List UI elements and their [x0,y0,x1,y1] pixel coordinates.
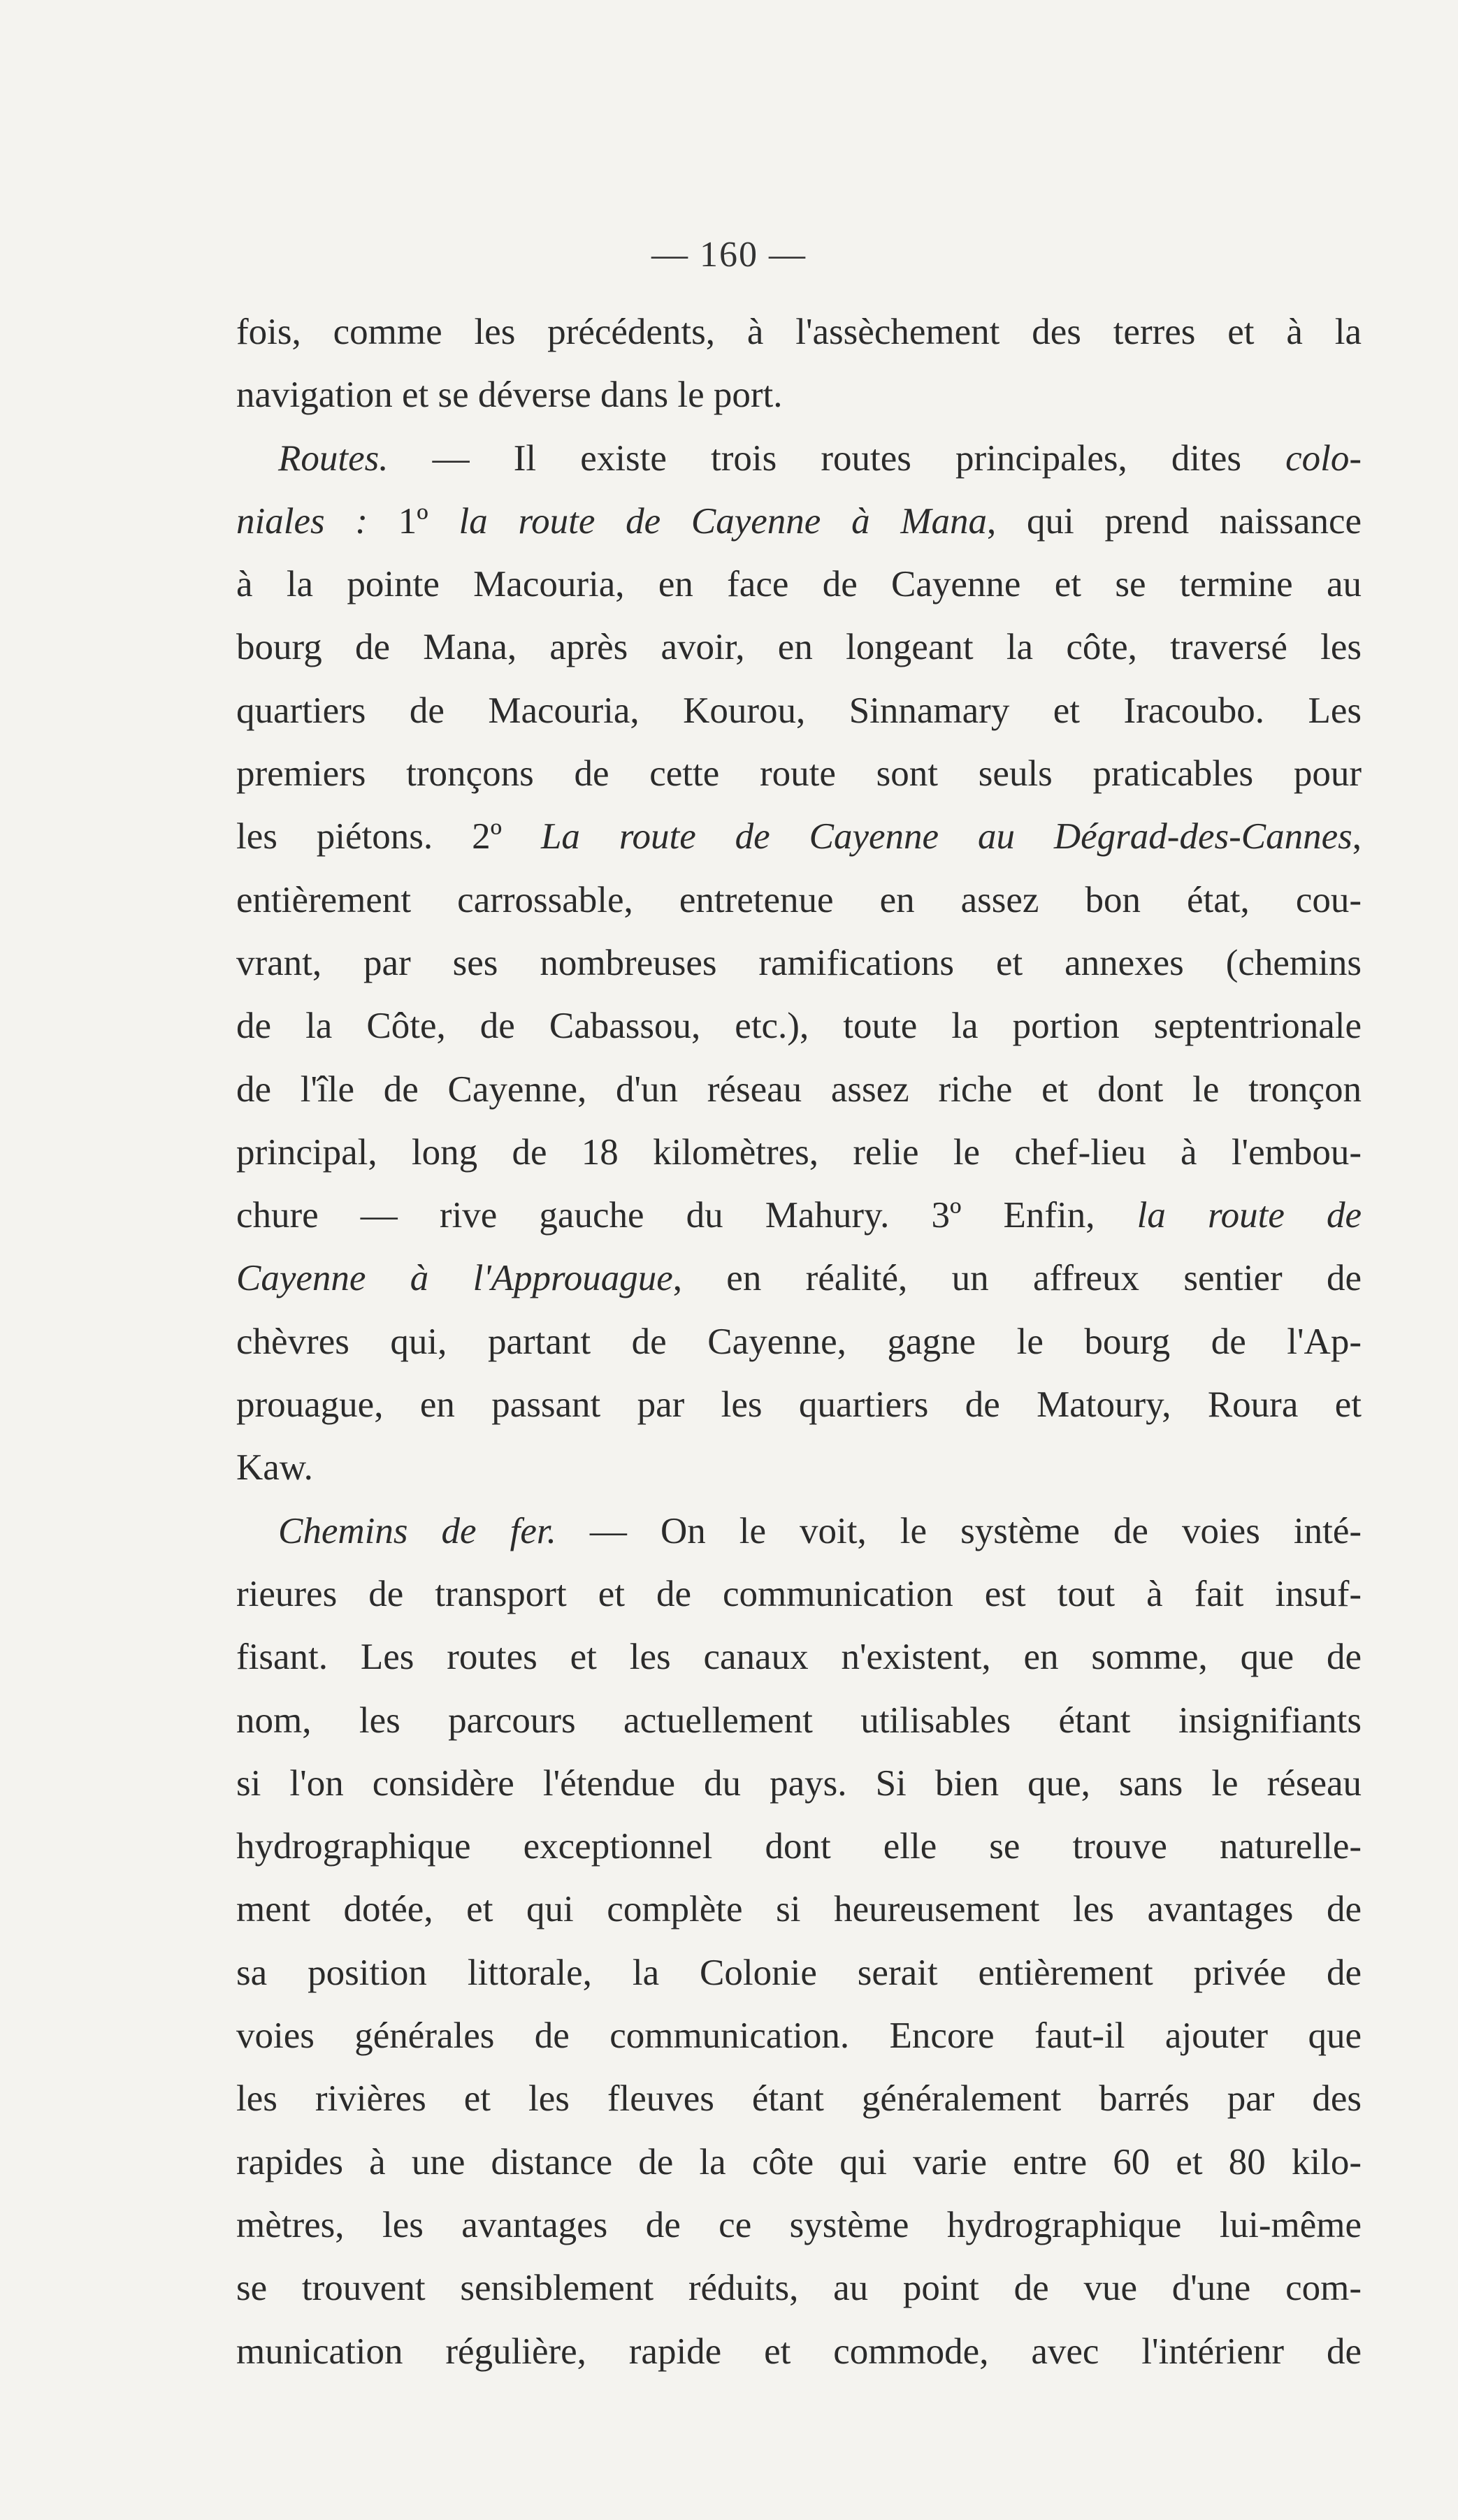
text-line [236,2004,1362,2067]
italic-text: colo- [1285,437,1362,479]
text-line [236,616,1362,679]
text-segment: entièrement carrossable, entretenue en assez bon état, cou- [236,879,1362,920]
italic-text: Cayenne à l'Approuague [236,1258,673,1299]
text-segment: rieures de transport et de communication est tout à fait insuf- [236,1573,1362,1614]
italic-text: la route de [1136,1195,1362,1236]
text-segment: les rivières et les fleuves étant généralement barrés par des [236,2078,1362,2120]
text-segment: quartiers de Macouria, Kourou, Sinnamary et Iracoubo. Les [236,690,1362,731]
text-segment: munication régulière, rapide et commode, avec l'intérienr de [236,2331,1362,2372]
text-segment: vrant, par ses nombreuses ramifications et annexes (chemins [236,942,1362,983]
text-segment: prouague, en passant par les quartiers de Matoury, Roura et [236,1384,1362,1426]
text-line [236,805,1362,868]
text-segment: mètres, les avantages de ce système hydrographique lui-même [236,2204,1362,2245]
text-line [236,490,1362,553]
text-line [236,1436,1362,1499]
text-segment: , qui prend naissance [987,500,1362,542]
text-segment: chure — rive gauche du Mahury. 3º Enfin, [236,1195,1137,1236]
text-line [236,427,1362,490]
text-line [236,1752,1362,1815]
italic-text: la route de Cayenne à Mana [459,500,987,542]
text-segment: rapides à une distance de la côte qui varie entre 60 et 80 kilo- [236,2141,1362,2182]
text-segment: voies générales de communication. Encore faut-il ajouter que [236,2015,1362,2057]
text-line [236,1121,1362,1184]
text-segment: nom, les parcours actuellement utilisables étant insignifiants [236,1700,1362,1741]
text-line [236,2194,1362,2257]
text-line [236,1563,1362,1625]
page-number: — 160 — [651,235,807,275]
text-segment: de la Côte, de Cabassou, etc.), toute la portion septentrionale [236,1006,1362,1047]
text-segment: les piétons. 2º [236,816,541,857]
italic-text: niales : [236,500,368,542]
text-segment: ment dotée, et qui complète si heureusement les avantages de [236,1889,1362,1930]
text-segment: de l'île de Cayenne, d'un réseau assez riche et dont le tronçon [236,1069,1362,1110]
text-line [236,1500,1362,1563]
text-segment: bourg de Mana, après avoir, en longeant la côte, traversé les [236,627,1362,668]
text-line [236,994,1362,1057]
text-segment: — On le voit, le système de voies inté- [556,1510,1362,1551]
text-line [236,300,1362,363]
text-segment: si l'on considère l'étendue du pays. Si bien que, sans le réseau [236,1762,1362,1804]
italic-text: La route de Cayenne au Dégrad-des-Cannes [540,816,1352,857]
italic-text: Chemins de fer. [278,1510,556,1551]
text-line [236,869,1362,932]
text-line [236,1247,1362,1310]
text-line [236,1310,1362,1373]
text-segment: sa position littorale, la Colonie serait entièrement privée de [236,1952,1362,1993]
text-line [236,679,1362,742]
text-segment: principal, long de 18 kilomètres, relie le chef-lieu à l'embou- [236,1131,1362,1173]
text-segment: navigation et se déverse dans le port. [236,375,783,416]
text-line [236,1689,1362,1752]
text-line [236,1815,1362,1878]
text-line [236,2067,1362,2130]
text-segment: , en réalité, un affreux sentier de [672,1258,1362,1299]
text-line [236,932,1362,994]
text-segment: fisant. Les routes et les canaux n'existent, en somme, que de [236,1637,1362,1678]
text-segment: se trouvent sensiblement réduits, au point de vue d'une com- [236,2268,1362,2309]
text-line [236,1878,1362,1941]
text-segment: fois, comme les précédents, à l'assèchement des terres et à la [236,312,1362,352]
text-line [236,1373,1362,1436]
text-line [236,363,1362,426]
text-line [236,2131,1362,2194]
text-line [236,1058,1362,1121]
text-line [236,2257,1362,2319]
body-text [236,300,1362,2383]
text-line [236,1941,1362,2004]
text-segment: — Il existe trois routes principales, dites [388,437,1286,479]
text-segment: chèvres qui, partant de Cayenne, gagne le bourg de l'Ap- [236,1321,1362,1362]
text-segment: , [1352,816,1362,857]
text-line [236,1625,1362,1688]
text-line [236,1184,1362,1247]
text-line [236,2320,1362,2383]
text-line [236,742,1362,805]
text-segment: 1º [368,500,459,542]
text-segment: à la pointe Macouria, en face de Cayenne et se termine au [236,564,1362,605]
text-line [236,553,1362,616]
text-segment: Kaw. [236,1447,313,1489]
text-segment: premiers tronçons de cette route sont seuls praticables pour [236,753,1362,795]
text-segment: hydrographique exceptionnel dont elle se trouve naturelle- [236,1826,1362,1867]
italic-text: Routes. [278,437,389,479]
